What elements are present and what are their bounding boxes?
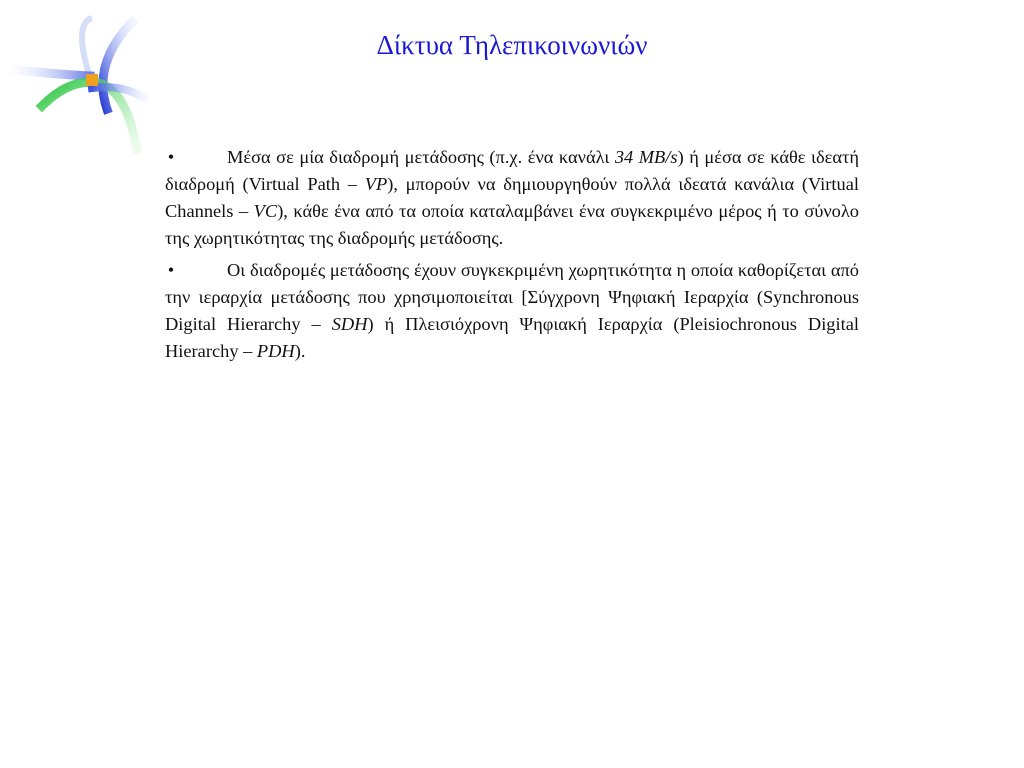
bullet-item-1 bbox=[165, 144, 859, 252]
slide-title: Δίκτυα Τηλεπικοινωνιών bbox=[376, 30, 648, 60]
bullet-text: Οι διαδρομές μετάδοσης έχουν συγκεκριμένη χωρητικότητα η οποία καθορίζεται από την ιεραρχία μετάδοσης που χρησιμοποιείται [Σύγχρονη Ψηφιακή Ιεραρχία (Synchronous Digital Hierarchy – bbox=[165, 260, 859, 334]
bullet-text: ) ή Πλεισιόχρονη Ψηφιακή Ιεραρχία (Pleisiochronous Digital Hierarchy – bbox=[165, 314, 859, 361]
bullet-marker: • bbox=[167, 147, 175, 167]
bullet-text-italic: PDH bbox=[256, 341, 295, 361]
bullet-text: ) ή μέσα σε κάθε ιδεατή διαδρομή (Virtual Path – bbox=[165, 147, 859, 194]
bullet-text-italic: VC bbox=[253, 201, 278, 221]
bullet-marker: • bbox=[167, 260, 175, 280]
bullet-list bbox=[165, 144, 859, 370]
bullet-text-italic: SDH bbox=[331, 314, 368, 334]
bullet-text: ). bbox=[294, 341, 306, 361]
bullet-text: ), κάθε ένα από τα οποία καταλαμβάνει ένα συγκεκριμένο μέρος ή το σύνολο της χωρητικότητας της διαδρομής μετάδοσης. bbox=[165, 201, 859, 248]
bullet-text: Μέσα σε μία διαδρομή μετάδοσης (π.χ. ένα κανάλι bbox=[227, 147, 615, 167]
bullet-text-italic: 34 MB/s bbox=[614, 147, 678, 167]
bullet-text: ), μπορούν να δημιουργηθούν πολλά ιδεατά κανάλια (Virtual Channels – bbox=[165, 174, 859, 221]
bullet-item-2 bbox=[165, 257, 859, 365]
bullet-text-italic: VP bbox=[364, 174, 388, 194]
